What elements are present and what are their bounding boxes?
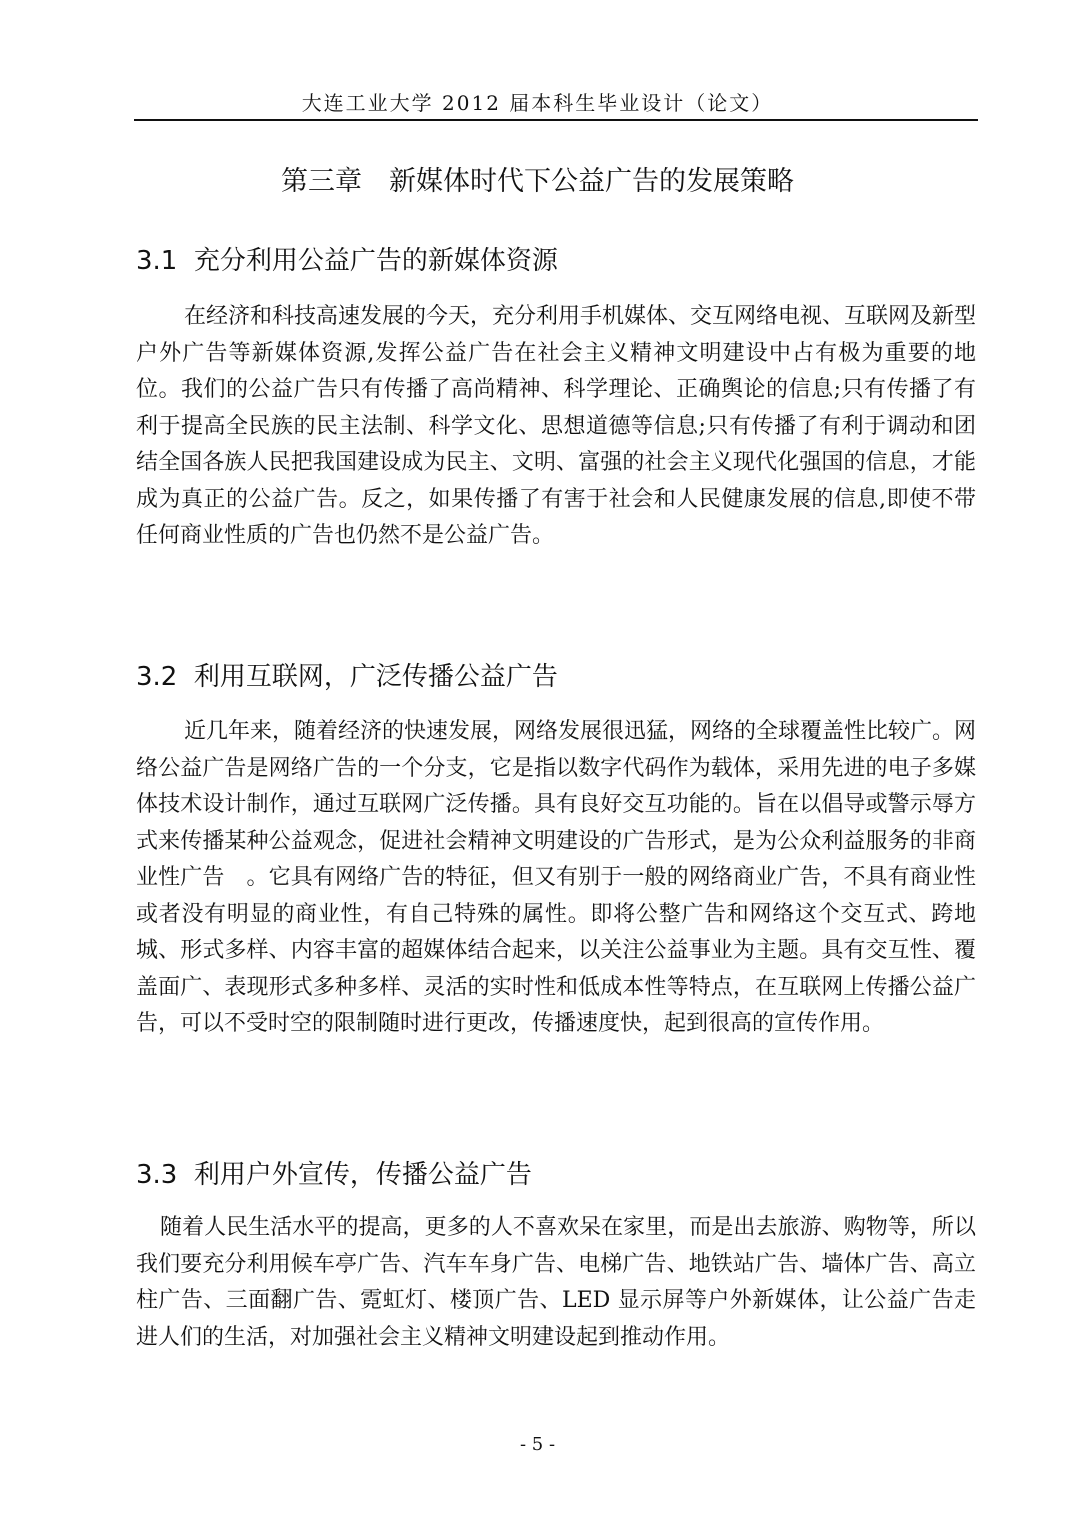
header-divider — [134, 119, 978, 121]
section-paragraph: 在经济和科技高速发展的今天，充分利用手机媒体、交互网络电视、互联网及新型户外广告等新媒体资源,发挥公益广告在社会主义精神文明建设中占有极为重要的地位。我们的公益广告只有传播了高尚精神、科学理论、正确舆论的信息;只有传播了有利于提高全民族的民主法制、科学文化、思想道德等信息;只有传播了有利于调动和团结全国各族人民把我国建设成为民主、文明、富强的社会主义现代化强国的信息，才能成为真正的公益广告。反之，如果传播了有害于社会和人民健康发展的信息,即使不带任何商业性质的广告也仍然不是公益广告。 — [136, 304, 977, 548]
section-paragraph: 近几年来，随着经济的快速发展，网络发展很迅猛，网络的全球覆盖性比较广。网络公益广告是网络广告的一个分支，它是指以数字代码作为载体，采用先进的电子多媒体技术设计制作，通过互联网广泛传播。具有良好交互功能的。旨在以倡导或警示辱方式来传播某种公益观念，促进社会精神文明建设的广告形式，是为公众利益服务的非商业性广告 。它具有网络广告的特征，但又有别于一般的网络商业广告，不具有商业性或者没有明显的商业性，有自己特殊的属性。即将公整广告和网络这个交互式、跨地城、形式多样、内容丰富的超媒体结合起来，以关注公益事业为主题。具有交互性、覆盖面广、表现形式多种多样、灵活的实时性和低成本性等特点，在互联网上传播公益广告，可以不受时空的限制随时进行更改，传播速度快，起到很高的宣传作用。 — [136, 719, 977, 1036]
chapter-title: 第三章 新媒体时代下公益广告的发展策略 — [281, 166, 794, 197]
section-heading: 3.3 利用户外宣传，传播公益广告 — [136, 1160, 532, 1190]
page-number: - 5 - — [519, 1434, 556, 1455]
section-heading: 3.2 利用互联网，广泛传播公益广告 — [136, 662, 558, 692]
section-paragraph: 随着人民生活水平的提高，更多的人不喜欢呆在家里，而是出去旅游、购物等，所以我们要充分利用候车亭广告、汽车车身广告、电梯广告、地铁站广告、墙体广告、高立柱广告、三面翻广告、霓虹灯、楼顶广告、LED 显示屏等户外新媒体，让公益广告走进人们的生活，对加强社会主义精神文明建设起到推动作用。 — [136, 1215, 976, 1350]
section-heading: 3.1 充分利用公益广告的新媒体资源 — [136, 246, 558, 276]
header-title: 大连工业大学 2012 届本科生毕业设计（论文） — [301, 91, 774, 115]
